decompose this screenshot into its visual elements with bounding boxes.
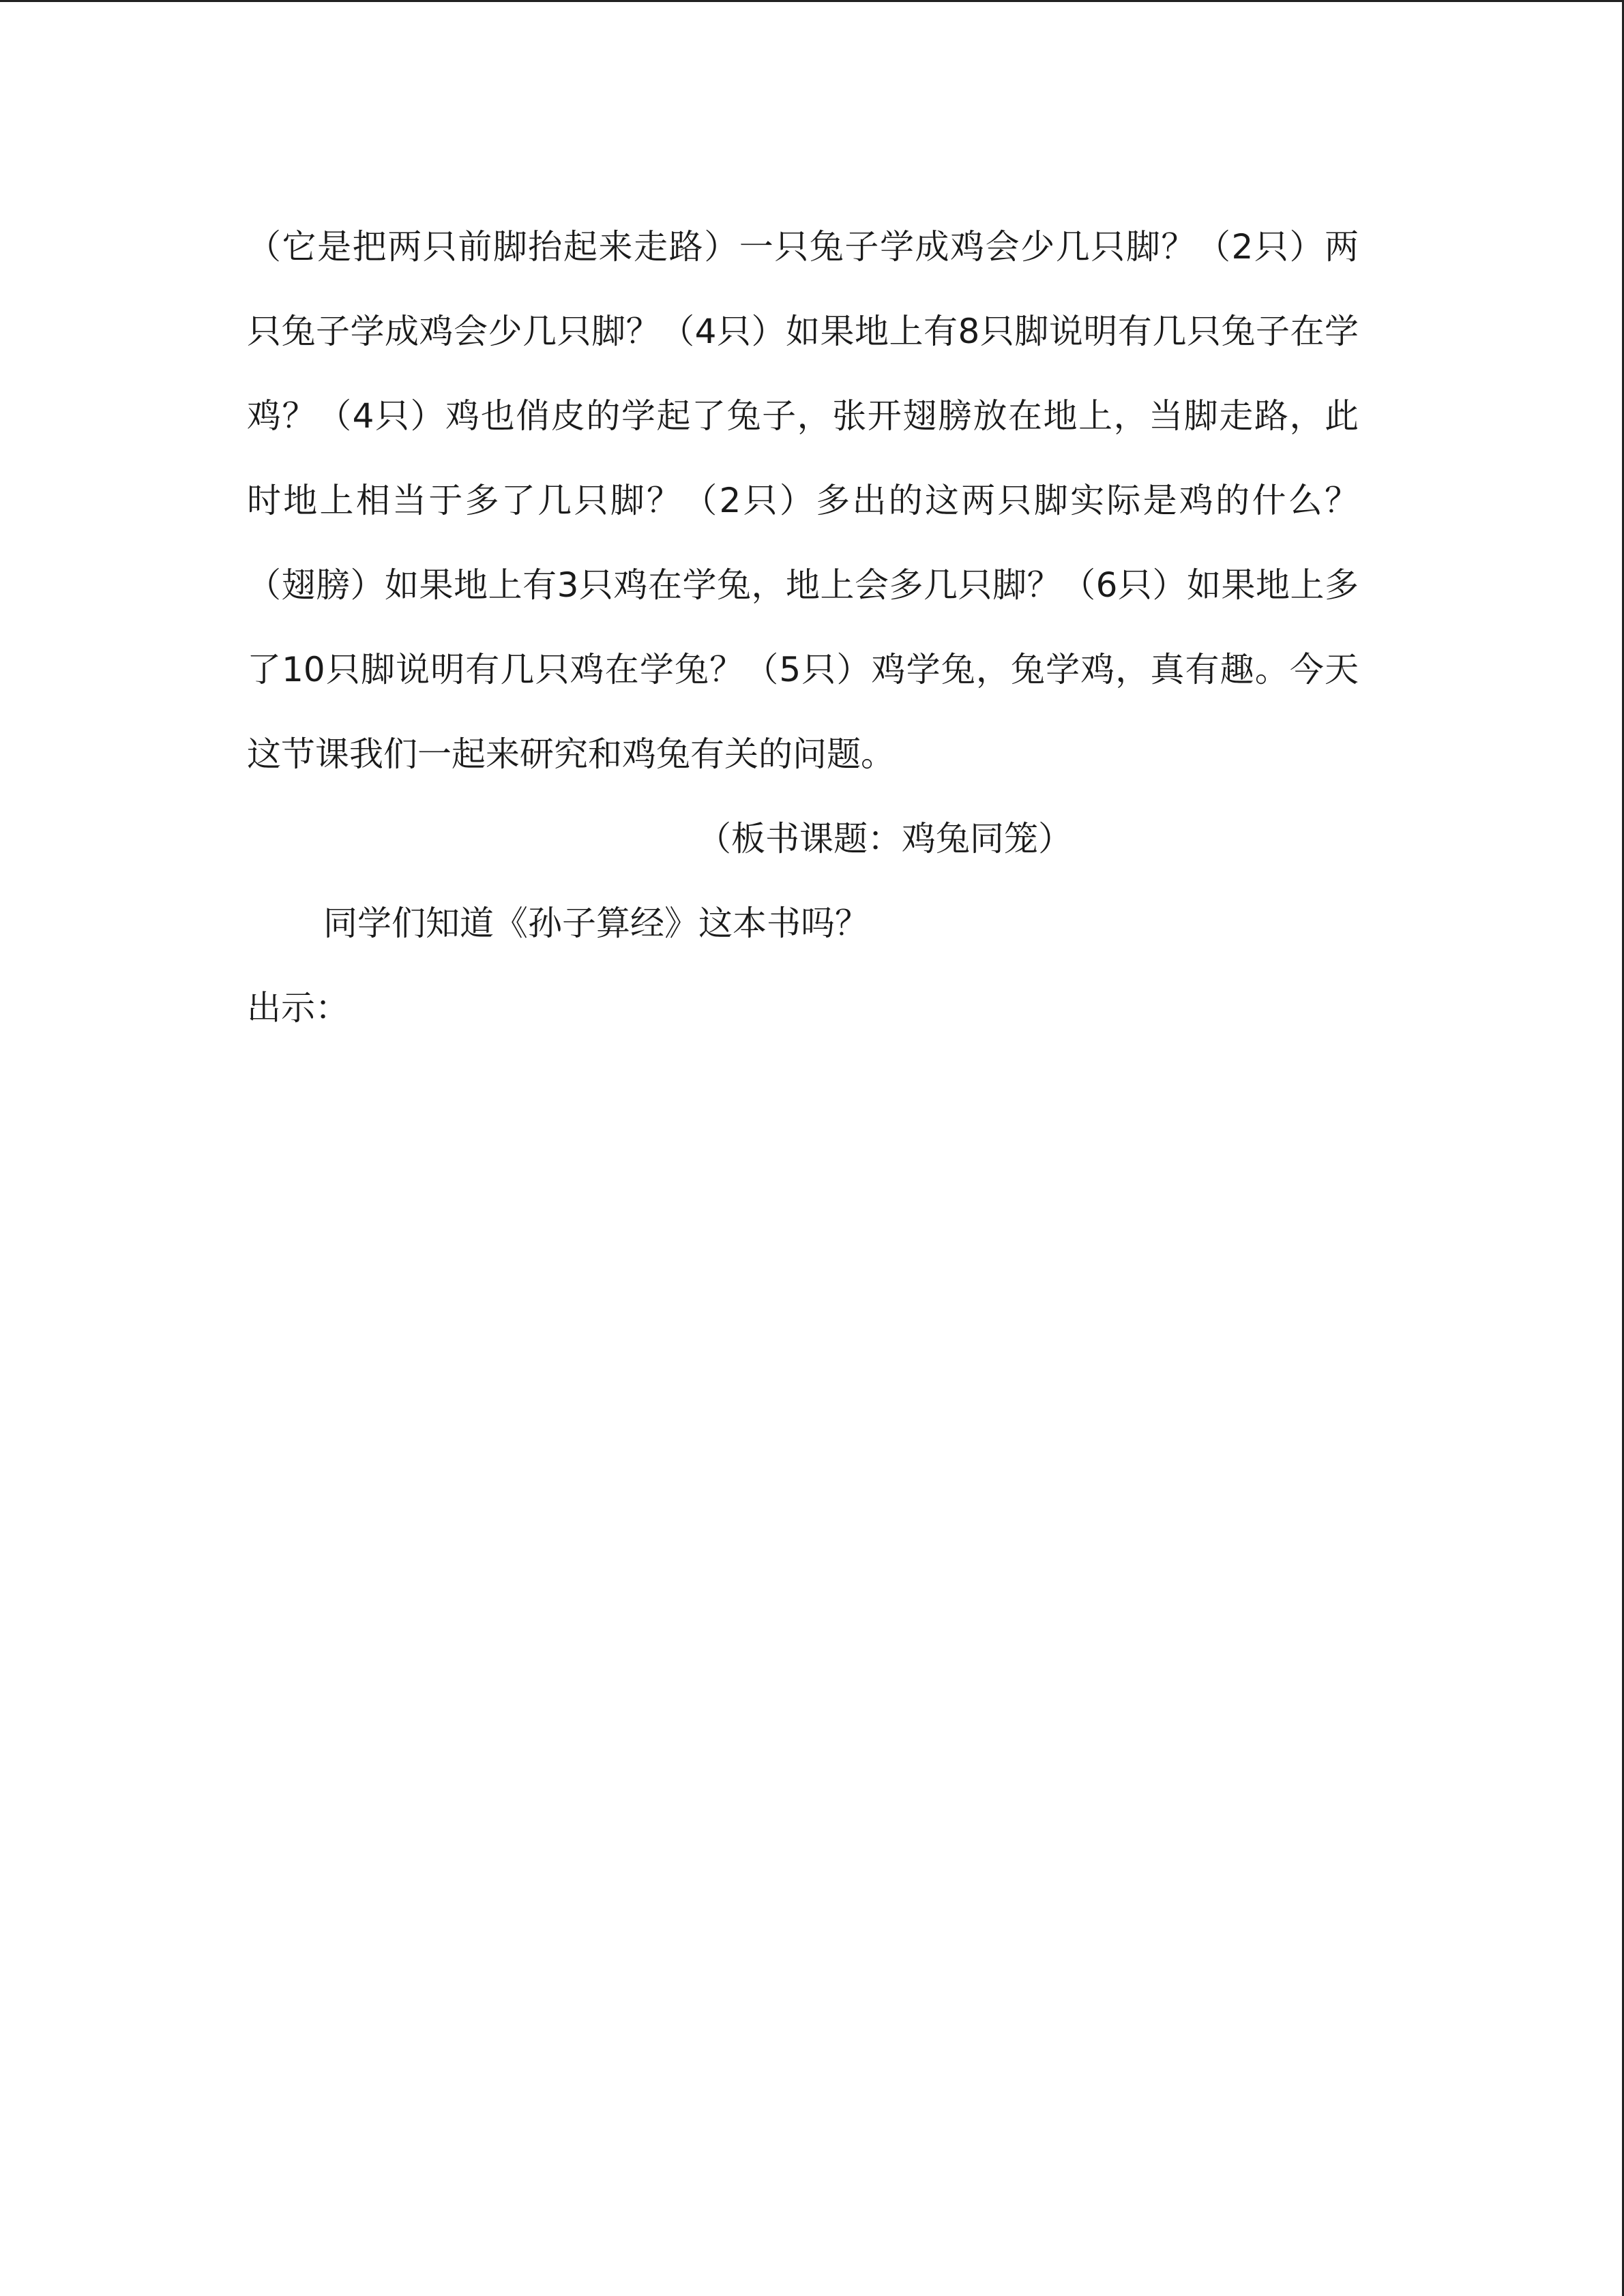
question-paragraph: 同学们知道《孙子算经》这本书吗？ <box>323 904 869 943</box>
show-paragraph: 出示： <box>247 988 349 1028</box>
board-title-paragraph: （板书课题：鸡兔同笼） <box>697 819 1072 859</box>
document-body <box>247 205 1359 1050</box>
intro-paragraph: （它是把两只前脚抬起来走路）一只兔子学成鸡会少几只脚？（2只）两只兔子学成鸡会少几只脚？（4只）如果地上有8只脚说明有几只兔子在学鸡？（4只）鸡也俏皮的学起了兔子，张开翅膀放在地上，当脚走路，此时地上相当于多了几只脚？（2只）多出的这两只脚实际是鸡的什么？（翅膀）如果地上有3只鸡在学兔，地上会多几只脚？（6只）如果地上多了10只脚说明有几只鸡在学兔？（5只）鸡学兔，兔学鸡，真有趣。今天这节课我们一起来研究和鸡兔有关的问题。 <box>247 227 1359 774</box>
